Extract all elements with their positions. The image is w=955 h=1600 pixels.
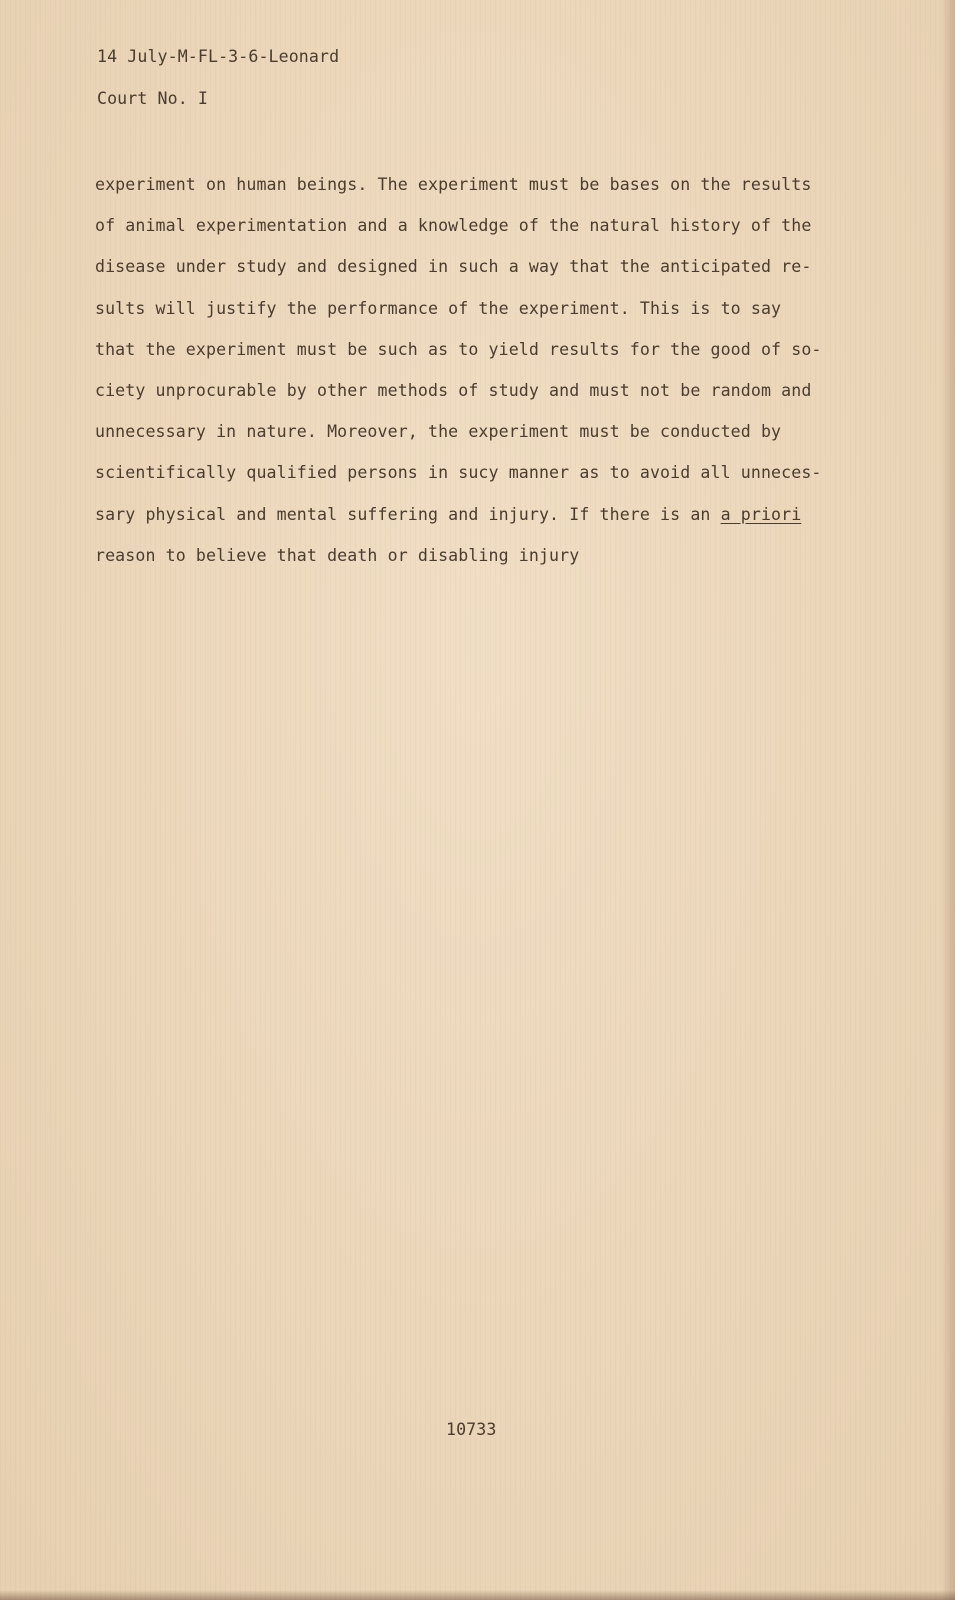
body-line: scientifically qualified persons in sucy manner as to avoid all unneces-: [95, 463, 822, 483]
body-line: sults will justify the performance of the experiment. This is to say: [95, 298, 782, 318]
body-line: ciety unprocurable by other methods of study and must not be random and: [95, 380, 812, 400]
paper-edge-right: [941, 0, 955, 1600]
paper-edge-bottom: [0, 1590, 955, 1600]
body-line: that the experiment must be such as to yield results for the good of so-: [95, 339, 822, 359]
body-line: disease under study and designed in such a way that the anticipated re-: [95, 257, 812, 277]
body-line: reason to believe that death or disabling injury: [95, 545, 580, 565]
document-reference: 14 July-M-FL-3-6-Leonard: [97, 47, 340, 66]
body-line: unnecessary in nature. Moreover, the experiment must be conducted by: [95, 422, 782, 442]
body-line: [95, 503, 855, 544]
body-line: experiment on human beings. The experiment must be bases on the results: [95, 175, 812, 194]
court-label: Court No. I: [97, 89, 208, 108]
body-line-text: sary physical and mental suffering and injury. If there is an: [95, 504, 721, 524]
page-number: 10733: [446, 1420, 497, 1439]
underlined-phrase: a priori: [720, 504, 802, 524]
body-line: of animal experimentation and a knowledge of the natural history of the: [95, 216, 812, 236]
body-text: [95, 173, 855, 585]
